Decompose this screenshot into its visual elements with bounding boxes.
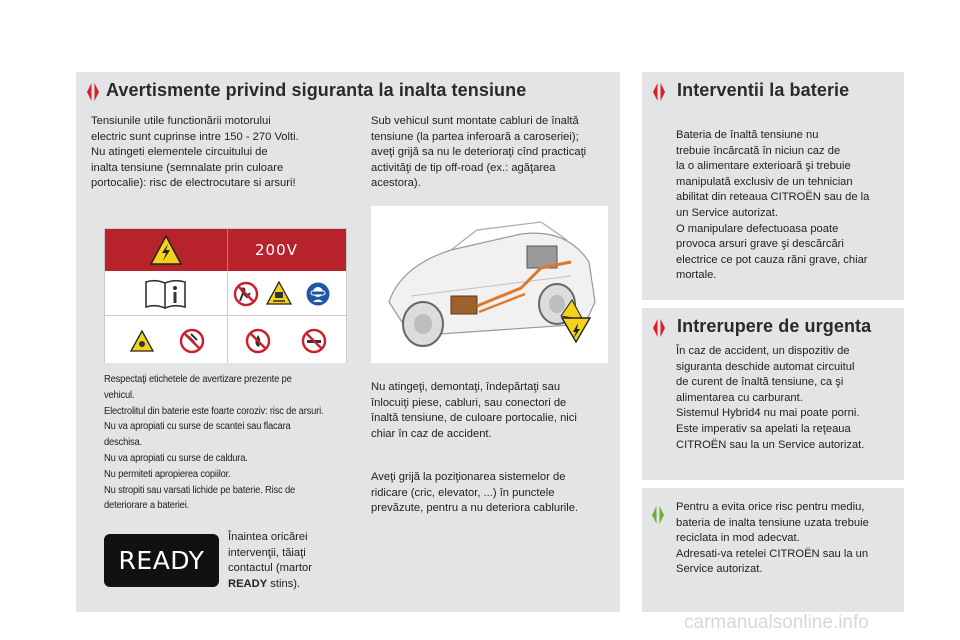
label-notes-text: Respectaţi etichetele de avertizare prezente pe vehicul. Electrolitul din baterie este foarte coroziv: risc de arsuri. Nu va apropiati cu surse de scantei sau flacara deschisa. Nu va apropiati cu surse de caldura. Nu permiteti apropierea copiilor. Nu stropiti sau varsati lichide pe baterie. Risc de deteriorare a bateriei. [104, 374, 324, 512]
car-cutaway-icon [371, 206, 608, 363]
warning-exclamation-icon [650, 318, 668, 338]
no-flame-icon [245, 328, 271, 354]
read-manual-icon [143, 278, 189, 310]
main-title: Avertismente privind siguranta la inalta tensiune [106, 80, 527, 100]
ready-indicator [104, 534, 219, 587]
environment-text: Pentru a evita orice risc pentru mediu, bateria de inalta tensiune uzata trebuie reciclata in mod adecvat. Adresati-va retelei CITROËN sau la un Service autorizat. [676, 501, 869, 576]
corrosive-hazard-icon [265, 280, 293, 306]
label-bottom-row [105, 317, 346, 363]
eye-protection-icon [305, 281, 331, 307]
battery-title: Interventii la baterie [677, 80, 850, 100]
voltage-label: 200V [255, 241, 298, 259]
explosive-hazard-icon [129, 329, 155, 353]
warning-exclamation-icon [84, 82, 102, 102]
no-smoking-icon [301, 328, 327, 354]
battery-text: Bateria de înaltă tensiune nu trebuie încărcată în niciun caz de la o alimentare exterioară şi trebuie manipulată exclusiv de un tehnician abilitat din reteaua CITROËN sau de la un Service autorizat. O manipulare defectuoasa poate provoca arsuri grave şi descărcări electrice ce pot cauza răni grave, chiar mortale. [676, 129, 870, 282]
ready-indicator-label: READY [118, 546, 205, 575]
lifting-systems-text: Aveţi grijă la poziţionarea sistemelor de ridicare (cric, elevator, ...) în punctele prevăzute, pentru a nu deteriora cablurile. [371, 471, 579, 515]
label-middle-row [105, 272, 346, 316]
ignition-off-text: Înaintea oricărei intervenţii, tăiaţi contactul (martor READY stins). [228, 531, 312, 590]
no-electric-icon [179, 328, 205, 354]
underbody-cables-text: Sub vehicul sunt montate cabluri de înaltă tensiune (la partea inferoară a caroseriei); aveţi grijă sa nu le deterioraţi cînd practicaţi activităţi de tip off-road (ex.: agăţarea acestora). [371, 115, 587, 190]
car-high-voltage-illustration [371, 206, 608, 363]
label-header-row [105, 229, 346, 271]
watermark: carmanualsonline.info [684, 612, 869, 633]
emergency-text: În caz de accident, un dispozitiv de siguranta deschide automat circuitul de curent de înaltă tensiune, ca şi alimentarea cu carburant. Sistemul Hybrid4 nu mai poate porni. Este imperativ sa apelati la reţeaua CITROËN sau la un Service autorizat. [676, 345, 865, 451]
high-voltage-hazard-icon [149, 234, 183, 266]
voltage-warning-text: Tensiunile utile functionării motorului electric sunt cuprinse intre 150 - 270 Volti. Nu atingeti elementele circuitului de inalta tensiune (semnalate prin culoare portocalie): risc de electrocutare si arsuri! [91, 115, 299, 190]
do-not-touch-text: Nu atingeţi, demontaţi, îndepărtaţi sau înlocuiţi piese, cabluri, sau conectori de înaltă tensiune, de culoare portocalie, nici chiar în caz de accident. [371, 381, 577, 440]
no-children-icon [233, 281, 259, 307]
warning-exclamation-icon [650, 82, 668, 102]
warning-label-board [104, 228, 347, 363]
eco-leaf-icon [649, 505, 667, 525]
emergency-title: Intrerupere de urgenta [677, 316, 872, 336]
ready-bold-word: READY [228, 577, 268, 590]
